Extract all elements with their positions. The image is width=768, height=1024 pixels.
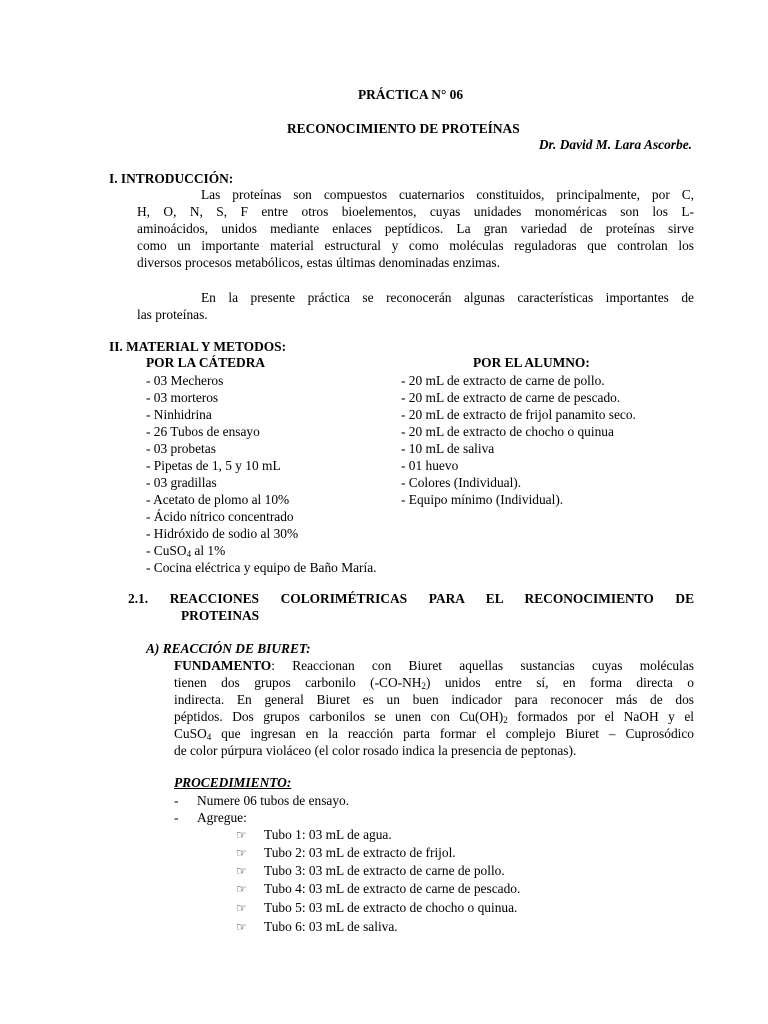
tube-text: Tubo 1: 03 mL de agua.: [264, 827, 392, 842]
fundamento-text: ) unidos entre sí, en forma directa o: [425, 675, 694, 690]
tube-item: [236, 844, 456, 862]
fundamento-text: tienen dos grupos carbonilo (-CO-NH: [174, 675, 422, 690]
tube-text: Tubo 2: 03 mL de extracto de frijol.: [264, 845, 456, 860]
subscript: 4: [206, 732, 212, 742]
fundamento-text: CuSO: [174, 726, 207, 741]
list-item: - Colores (Individual).: [401, 475, 522, 490]
tube-text: Tubo 3: 03 mL de extracto de carne de pollo.: [264, 863, 505, 878]
tube-item: [236, 899, 518, 917]
document-title: RECONOCIMIENTO DE PROTEÍNAS: [287, 121, 520, 136]
list-item: - 03 probetas: [146, 441, 216, 456]
fundamento-text: formados por el NaOH y el: [507, 709, 694, 724]
fundamento-line: [174, 657, 694, 674]
step-text: Numere 06 tubos de ensayo.: [197, 793, 350, 808]
pointing-hand-icon: ☞: [236, 828, 247, 842]
subscript: 2: [503, 715, 508, 725]
list-item: - 20 mL de extracto de chocho o quinua: [401, 424, 614, 439]
fundamento-label: FUNDAMENTO: [174, 658, 272, 673]
step-dash: -: [174, 793, 179, 808]
list-item: - Pipetas de 1, 5 y 10 mL: [146, 458, 281, 473]
list-item: - 20 mL de extracto de frijol panamito seco.: [401, 407, 636, 422]
pointing-hand-icon: ☞: [236, 846, 247, 860]
intro-line: H, O, N, S, F entre otros bioelementos, cuyas unidades monoméricas son los L-: [137, 204, 694, 219]
list-item: - Cocina eléctrica y equipo de Baño María.: [146, 560, 377, 575]
alumno-heading: POR EL ALUMNO:: [473, 355, 590, 370]
intro-line: diversos procesos metabólicos, estas últimas denominadas enzimas.: [137, 255, 500, 270]
step-dash: -: [174, 810, 179, 825]
list-item: - Acetato de plomo al 10%: [146, 492, 290, 507]
tube-item: [236, 826, 392, 844]
intro-paragraph-2: [137, 289, 694, 323]
list-item: - 03 Mecheros: [146, 373, 224, 388]
intro-line: Las proteínas son compuestos cuaternarios constituidos, principalmente, por C,: [201, 187, 694, 202]
fundamento-line: de color púrpura violáceo (el color rosado indica la presencia de peptonas).: [174, 743, 577, 758]
fundamento-line: [174, 708, 694, 725]
pointing-hand-icon: ☞: [236, 901, 247, 915]
procedure-heading: PROCEDIMIENTO:: [174, 775, 292, 790]
subscript: 2: [421, 681, 426, 691]
section-2-1-heading: [128, 590, 694, 624]
pointing-hand-icon: ☞: [236, 882, 247, 896]
tube-item: [236, 862, 505, 880]
intro-heading: I. INTRODUCCIÓN:: [109, 171, 234, 186]
author-name: Dr. David M. Lara Ascorbe.: [538, 137, 692, 152]
list-item: - Hidróxido de sodio al 30%: [146, 526, 299, 541]
list-item: [146, 542, 225, 559]
materials-heading: II. MATERIAL Y METODOS:: [109, 339, 287, 354]
list-item: - 03 gradillas: [146, 475, 217, 490]
fundamento-line: indirecta. En general Biuret es un buen indicador para reconocer más de dos: [174, 692, 694, 707]
tube-text: Tubo 4: 03 mL de extracto de carne de pescado.: [264, 881, 521, 896]
intro-line: las proteínas.: [137, 307, 208, 322]
list-item: - 26 Tubos de ensayo: [146, 424, 260, 439]
list-item: - 20 mL de extracto de carne de pollo.: [401, 373, 605, 388]
intro-line: como un importante material estructural y como moléculas reguladoras que controlan los: [137, 238, 694, 253]
list-item: - Ninhidrina: [146, 407, 212, 422]
intro-line: En la presente práctica se reconocerán algunas características importantes de: [201, 290, 694, 305]
catedra-heading: POR LA CÁTEDRA: [146, 355, 266, 370]
list-item: - Ácido nítrico concentrado: [146, 509, 294, 524]
intro-paragraph-1: [137, 186, 694, 271]
fundamento-text: : Reaccionan con Biuret aquellas sustancias cuyas moléculas: [271, 658, 694, 673]
section-heading-line: PROTEINAS: [181, 608, 260, 623]
list-item: - 01 huevo: [401, 458, 459, 473]
fundamento-line: [174, 725, 694, 742]
intro-line: aminoácidos, unidos mediante enlaces peptídicos. La gran variedad de proteínas sirve: [137, 221, 694, 236]
list-item: - 20 mL de extracto de carne de pescado.: [401, 390, 621, 405]
cuso4-concentration: al 1%: [191, 543, 226, 558]
fundamento-line: [174, 674, 694, 691]
fundamento-text: que ingresan en la reacción parta formar el complejo Biuret – Cuprosódico: [211, 726, 694, 741]
cuso4-subscript: 4: [186, 549, 192, 559]
fundamento-text: péptidos. Dos grupos carbonilos se unen con Cu(OH): [174, 709, 504, 724]
biuret-heading: A) REACCIÓN DE BIURET:: [146, 641, 311, 656]
tube-item: [236, 918, 398, 936]
list-item: - 10 mL de saliva: [401, 441, 495, 456]
cuso4-text: - CuSO: [146, 543, 187, 558]
tube-text: Tubo 5: 03 mL de extracto de chocho o quinua.: [264, 900, 518, 915]
biuret-fundamento: [174, 657, 694, 759]
practice-number: PRÁCTICA N° 06: [358, 87, 464, 102]
list-item: - 03 morteros: [146, 390, 219, 405]
section-heading-line: 2.1. REACCIONES COLORIMÉTRICAS PARA EL RECONOCIMIENTO DE: [128, 591, 694, 606]
step-text: Agregue:: [197, 810, 247, 825]
tube-item: [236, 880, 521, 898]
pointing-hand-icon: ☞: [236, 920, 247, 934]
tube-text: Tubo 6: 03 mL de saliva.: [264, 919, 398, 934]
list-item: - Equipo mínimo (Individual).: [401, 492, 564, 507]
pointing-hand-icon: ☞: [236, 864, 247, 878]
